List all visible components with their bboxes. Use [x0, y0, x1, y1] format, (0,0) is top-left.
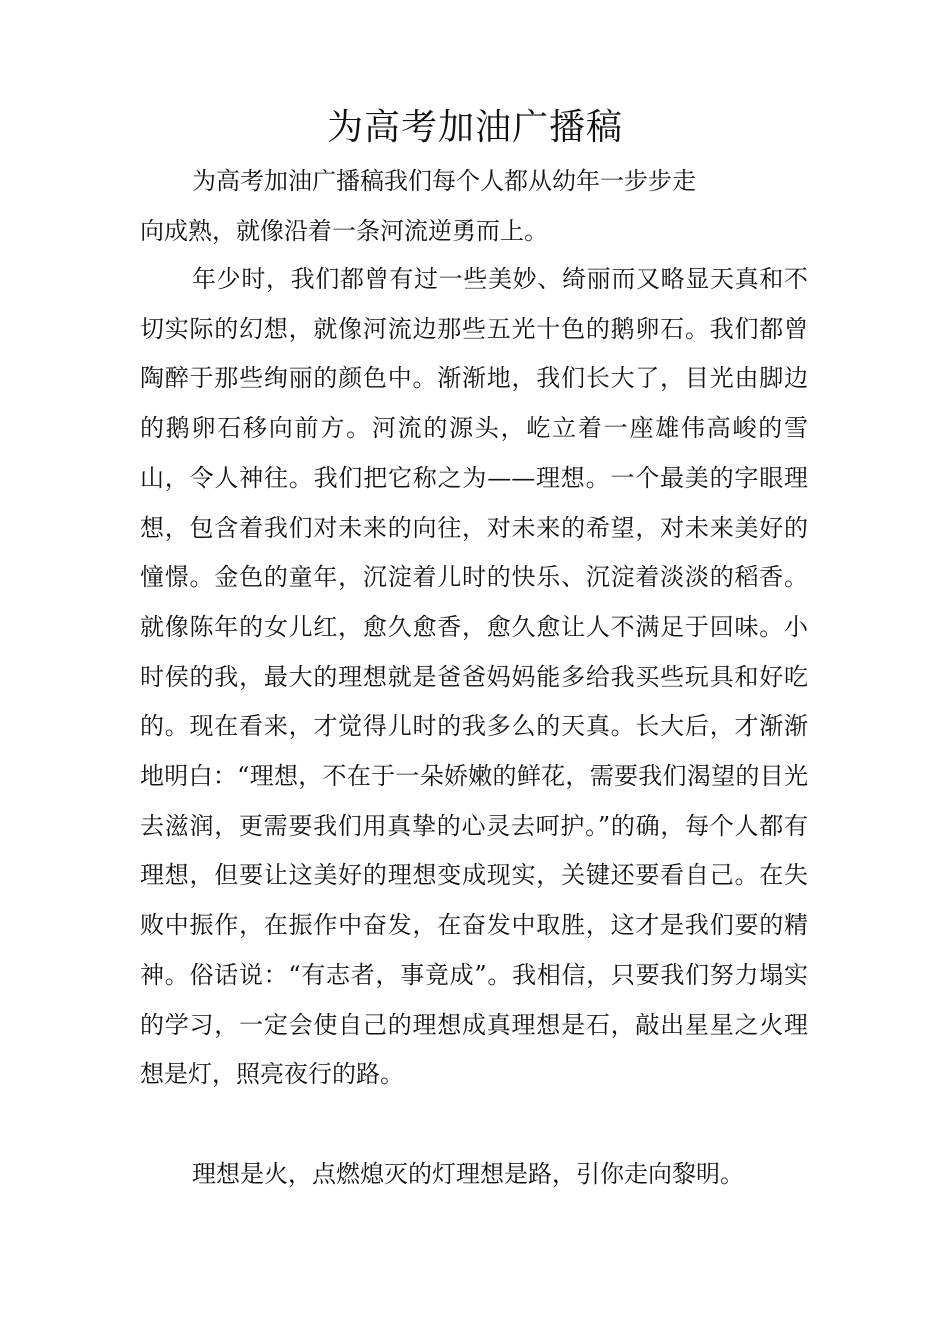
paragraph-body: 年少时，我们都曾有过一些美妙、绮丽而又略显天真和不切实际的幻想，就像河流边那些五光十色的鹅卵石。我们都曾陶醉于那些绚丽的颜色中。渐渐地，我们长大了，目光由脚边的鹅卵石移向前方。河流的源头，屹立着一座雄伟高峻的雪山，令人神往。我们把它称之为——理想。一个最美的字眼理想，包含着我们对未来的向往，对未来的希望，对未来美好的憧憬。金色的童年，沉淀着儿时的快乐、沉淀着淡淡的稻香。就像陈年的女儿红，愈久愈香，愈久愈让人不满足于回味。小时侯的我，最大的理想就是爸爸妈妈能多给我买些玩具和好吃的。现在看来，才觉得儿时的我多么的天真。长大后，才渐渐地明白：“理想，不在于一朵娇嫩的鲜花，需要我们渴望的目光去滋润，更需要我们用真挚的心灵去呵护。”的确，每个人都有理想，但要让这美好的理想变成现实，关键还要看自己。在失败中振作，在振作中奋发，在奋发中取胜，这才是我们要的精神。俗话说：“有志者，事竟成”。我相信，只要我们努力塌实的学习，一定会使自己的理想成真理想是石，敲出星星之火理想是灯，照亮夜行的路。	[140, 265, 808, 1089]
document-title: 为高考加油广播稿	[326, 107, 623, 148]
paragraph-closing: 理想是火，点燃熄灭的灯理想是路，引你走向黎明。	[192, 1160, 744, 1188]
paragraph-intro	[140, 157, 808, 256]
paragraph-intro-line-1: 为高考加油广播稿我们每个人都从幼年一步步走	[192, 167, 696, 195]
paragraph-intro-line-2: 向成熟，就像沿着一条河流逆勇而上。	[140, 216, 548, 245]
